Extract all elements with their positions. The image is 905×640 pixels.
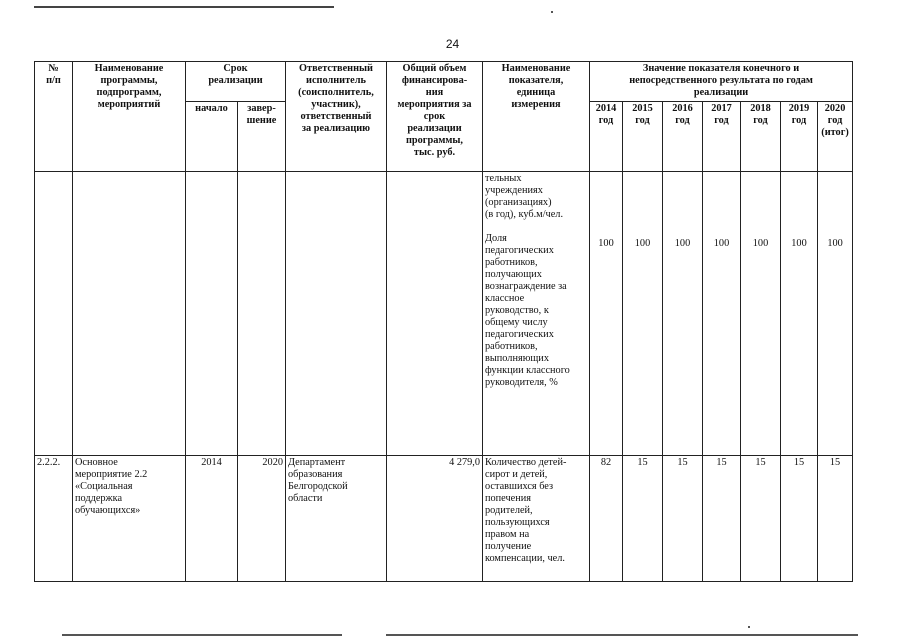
header-year-2018: 2018 год [741,102,781,172]
financing-amount: 4 279,0 [387,456,483,582]
page-number: 24 [445,37,460,51]
table-row [35,456,853,582]
indicator-teacher-share: Доля педагогических работников, получающих вознаграждение за классное руководство, к общему числу педагогических работников, выполняющих функции классного руководителя, % [485,233,570,388]
row-number: 2.2.2. [35,456,73,582]
cell-empty [186,172,238,456]
term-start: 2014 [186,456,238,582]
bottom-rule [386,634,858,636]
header-name: Наименование программы, подпрограмм, мероприятий [73,62,186,172]
cell-indicator [483,172,590,456]
cell-empty [286,172,387,456]
header-start: начало [186,102,238,172]
cell-empty [387,172,483,456]
value-2015: 15 [623,456,663,582]
term-end: 2020 [238,456,286,582]
header-term: Срок реализации [186,62,286,102]
executor: Департамент образования Белгородской области [286,456,387,582]
value-2016: 15 [663,456,703,582]
header-year-2015: 2015 год [623,102,663,172]
cell-empty [73,172,186,456]
value-2018: 100 [741,172,781,456]
program-indicators-table [34,61,853,582]
indicator-orphans: Количество детей- сирот и детей, оставшихся без попечения родителей, пользующихся правом на получение компенсации, чел. [483,456,590,582]
value-2020: 15 [818,456,853,582]
bottom-rule [62,634,342,636]
value-2019: 100 [781,172,818,456]
cell-empty [238,172,286,456]
value-2014: 82 [590,456,623,582]
header-number: № п/п [35,62,73,172]
cell-empty [35,172,73,456]
value-2016: 100 [663,172,703,456]
value-2018: 15 [741,456,781,582]
value-2017: 15 [703,456,741,582]
value-2020: 100 [818,172,853,456]
header-executor: Ответственный исполнитель (соисполнитель, участник), ответственный за реализацию [286,62,387,172]
header-indicator: Наименование показателя, единица измерения [483,62,590,172]
scan-speck [748,626,750,628]
activity-name: Основное мероприятие 2.2 «Социальная поддержка обучающихся» [73,456,186,582]
header-year-2014: 2014 год [590,102,623,172]
header-end: завер- шение [238,102,286,172]
header-year-2020: 2020 год (итог) [818,102,853,172]
header-year-2019: 2019 год [781,102,818,172]
value-2014: 100 [590,172,623,456]
value-2019: 15 [781,456,818,582]
indicator-continuation: тельных учреждениях (организациях) (в год), куб.м/чел. [485,173,564,220]
header-values: Значение показателя конечного и непосредственного результата по годам реализации [590,62,853,102]
header-year-2016: 2016 год [663,102,703,172]
table-row [35,172,853,456]
scan-speck [551,11,553,13]
header-year-2017: 2017 год [703,102,741,172]
value-2015: 100 [623,172,663,456]
top-rule [34,6,334,8]
header-financing: Общий объем финансирова- ния мероприятия за срок реализации программы, тыс. руб. [387,62,483,172]
value-2017: 100 [703,172,741,456]
